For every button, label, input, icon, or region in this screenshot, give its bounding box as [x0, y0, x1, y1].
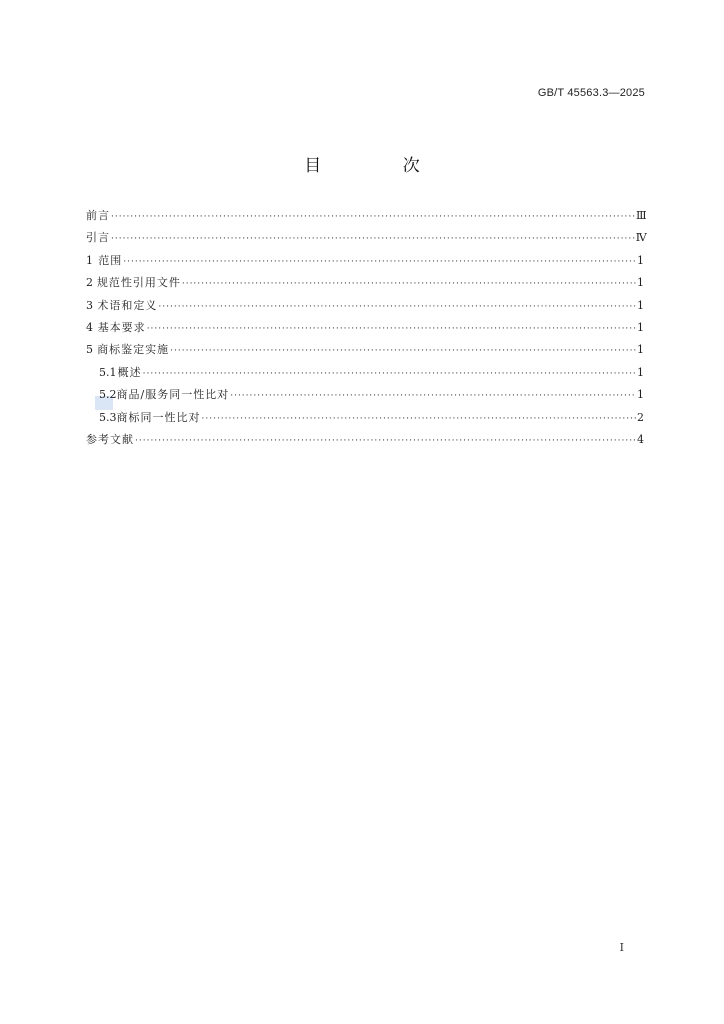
toc-entry-terms-definitions[interactable] — [86, 295, 643, 317]
toc-entry-number: 4 — [86, 320, 93, 334]
toc-entry-page: 1 — [637, 276, 644, 290]
toc-entry-trademark-comparison[interactable] — [86, 407, 643, 429]
toc-dot-leader — [143, 363, 636, 385]
toc-entry-label: 范围 — [98, 253, 123, 267]
toc-entry-page: 2 — [637, 410, 644, 424]
toc-dot-leader — [182, 273, 636, 295]
standard-code: GB/T 45563.3—2025 — [537, 87, 645, 99]
toc-entry-label: 商标鉴定实施 — [97, 343, 170, 357]
toc-entry-label: 概述 — [117, 365, 142, 379]
toc-entry-number: 5.1 — [99, 365, 117, 379]
toc-entry-label: 引言 — [86, 231, 110, 245]
toc-entry-label: 基本要求 — [97, 320, 146, 334]
toc-entry-number: 1 — [86, 253, 93, 267]
toc-entry-normative-references[interactable] — [86, 272, 643, 294]
toc-dot-leader — [111, 228, 635, 250]
toc-entry-page: 1 — [637, 388, 644, 402]
toc-entry-number: 3 — [86, 298, 93, 312]
toc-entry-goods-services-comparison[interactable] — [86, 384, 643, 406]
toc-dot-leader — [111, 206, 635, 228]
toc-entry-page: Ⅳ — [635, 231, 647, 245]
toc-entry-introduction[interactable] — [86, 227, 647, 249]
toc-entry-number: 5.3 — [99, 410, 117, 424]
toc-title: 目 次 — [304, 156, 458, 176]
toc-entry-label: 商品/服务同一性比对 — [116, 388, 230, 402]
toc-entry-label: 术语和定义 — [97, 298, 158, 312]
toc-dot-leader — [170, 340, 636, 362]
toc-entry-appraisal-implementation[interactable] — [86, 339, 643, 361]
toc-entry-page: 1 — [637, 298, 644, 312]
toc-entry-foreword[interactable] — [86, 205, 647, 227]
toc-entry-bibliography[interactable] — [86, 429, 643, 451]
table-of-contents — [86, 205, 647, 451]
toc-entry-page: 1 — [637, 320, 644, 334]
toc-entry-label: 商标同一性比对 — [116, 410, 201, 424]
toc-entry-page: 1 — [637, 343, 644, 357]
toc-entry-number: 5.2 — [99, 388, 117, 402]
toc-entry-number: 2 — [86, 276, 93, 290]
toc-dot-leader — [123, 251, 636, 273]
toc-entry-page: Ⅲ — [636, 209, 647, 222]
toc-dot-leader — [158, 296, 636, 318]
toc-dot-leader — [147, 318, 636, 340]
toc-entry-label: 前言 — [86, 209, 110, 222]
toc-entry-overview[interactable] — [86, 362, 643, 384]
toc-dot-leader — [202, 408, 637, 430]
toc-dot-leader — [230, 385, 636, 407]
toc-entry-label: 参考文献 — [86, 432, 134, 446]
toc-entry-number: 5 — [86, 343, 93, 357]
toc-entry-label: 规范性引用文件 — [96, 276, 181, 290]
toc-entry-page: 1 — [637, 253, 644, 267]
toc-entry-basic-requirements[interactable] — [86, 317, 643, 339]
toc-entry-page: 4 — [637, 432, 644, 446]
page-number: I — [619, 941, 624, 954]
toc-entry-page: 1 — [637, 365, 644, 379]
toc-entry-scope[interactable] — [86, 250, 643, 272]
toc-dot-leader — [135, 430, 636, 452]
